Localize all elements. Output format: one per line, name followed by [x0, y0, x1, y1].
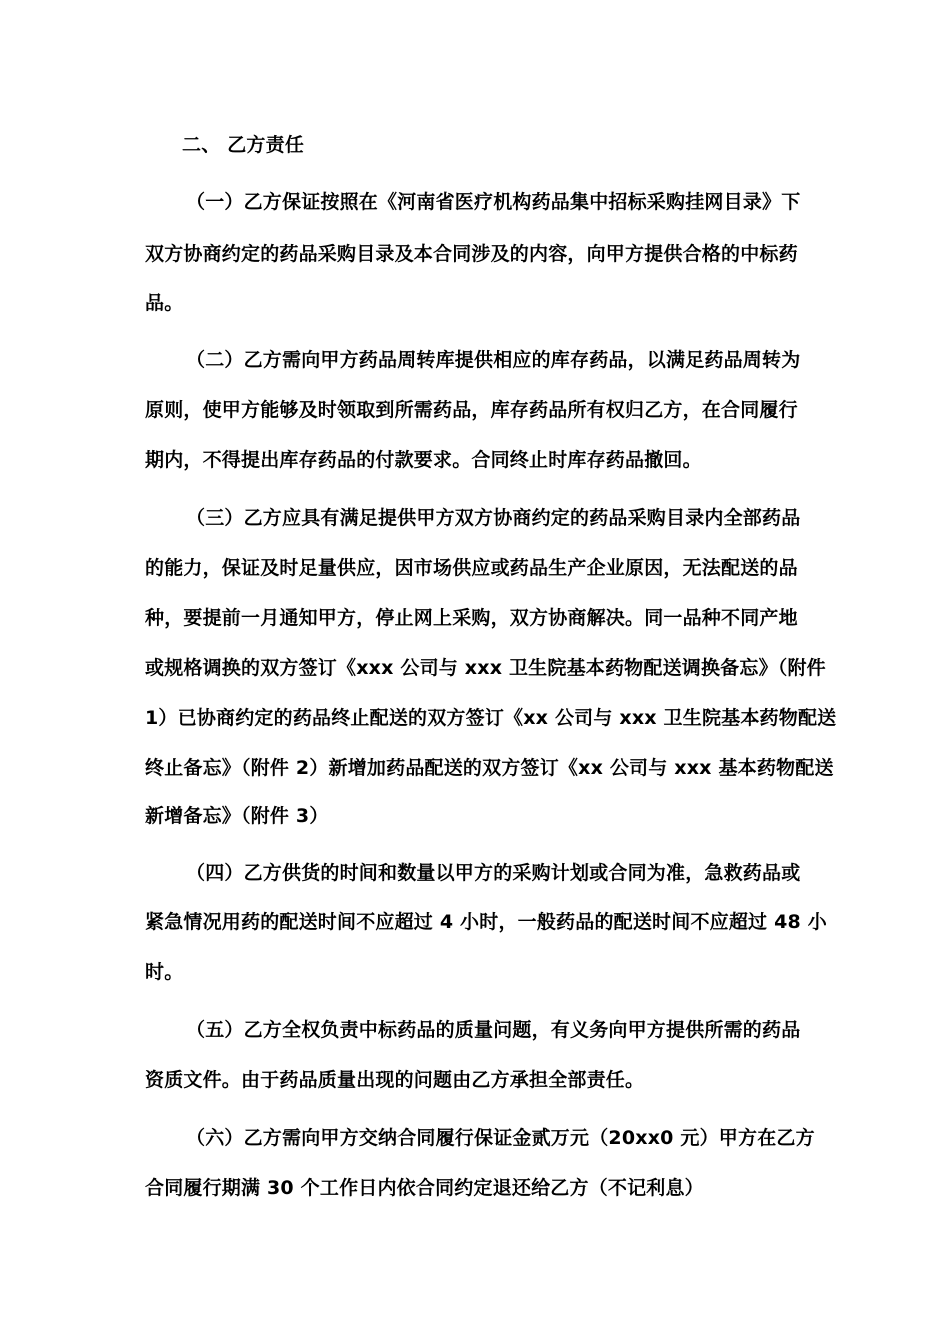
- paragraph-line: 紧急情况用药的配送时间不应超过 4 小时，一般药品的配送时间不应超过 48 小: [145, 911, 827, 933]
- paragraph-line: 种，要提前一月通知甲方，停止网上采购，双方协商解决。同一品种不同产地: [145, 607, 798, 629]
- paragraph-line: （一）乙方保证按照在《河南省医疗机构药品集中招标采购挂网目录》下: [186, 191, 801, 213]
- paragraph-line: 时。: [145, 961, 184, 983]
- paragraph-line: 双方协商约定的药品采购目录及本合同涉及的内容，向甲方提供合格的中标药: [145, 243, 798, 265]
- paragraph-line: 品。: [145, 292, 184, 314]
- paragraph-line: （六）乙方需向甲方交纳合同履行保证金贰万元（20xx0 元）甲方在乙方: [186, 1127, 815, 1149]
- paragraph-line: （五）乙方全权负责中标药品的质量问题，有义务向甲方提供所需的药品: [186, 1019, 801, 1041]
- paragraph-line: （二）乙方需向甲方药品周转库提供相应的库存药品，以满足药品周转为: [186, 349, 801, 371]
- paragraph-line: 资质文件。由于药品质量出现的问题由乙方承担全部责任。: [145, 1069, 645, 1091]
- paragraph-line: 终止备忘》（附件 2）新增加药品配送的双方签订《xx 公司与 xxx 基本药物配送: [145, 757, 834, 779]
- paragraph-line: （四）乙方供货的时间和数量以甲方的采购计划或合同为准，急救药品或: [186, 862, 801, 884]
- section-heading: 二、 乙方责任: [182, 134, 305, 156]
- paragraph-line: 1）已协商约定的药品终止配送的双方签订《xx 公司与 xxx 卫生院基本药物配送: [145, 707, 837, 729]
- paragraph-line: 或规格调换的双方签订《xxx 公司与 xxx 卫生院基本药物配送调换备忘》（附件: [145, 657, 826, 679]
- paragraph-line: 的能力，保证及时足量供应，因市场供应或药品生产企业原因，无法配送的品: [145, 557, 798, 579]
- paragraph-line: 原则，使甲方能够及时领取到所需药品，库存药品所有权归乙方，在合同履行: [145, 399, 798, 421]
- paragraph-line: 新增备忘》（附件 3）: [145, 805, 329, 827]
- paragraph-line: 合同履行期满 30 个工作日内依合同约定退还给乙方（不记利息）: [145, 1177, 704, 1199]
- paragraph-line: 期内，不得提出库存药品的付款要求。合同终止时库存药品撤回。: [145, 449, 702, 471]
- paragraph-line: （三）乙方应具有满足提供甲方双方协商约定的药品采购目录内全部药品: [186, 507, 801, 529]
